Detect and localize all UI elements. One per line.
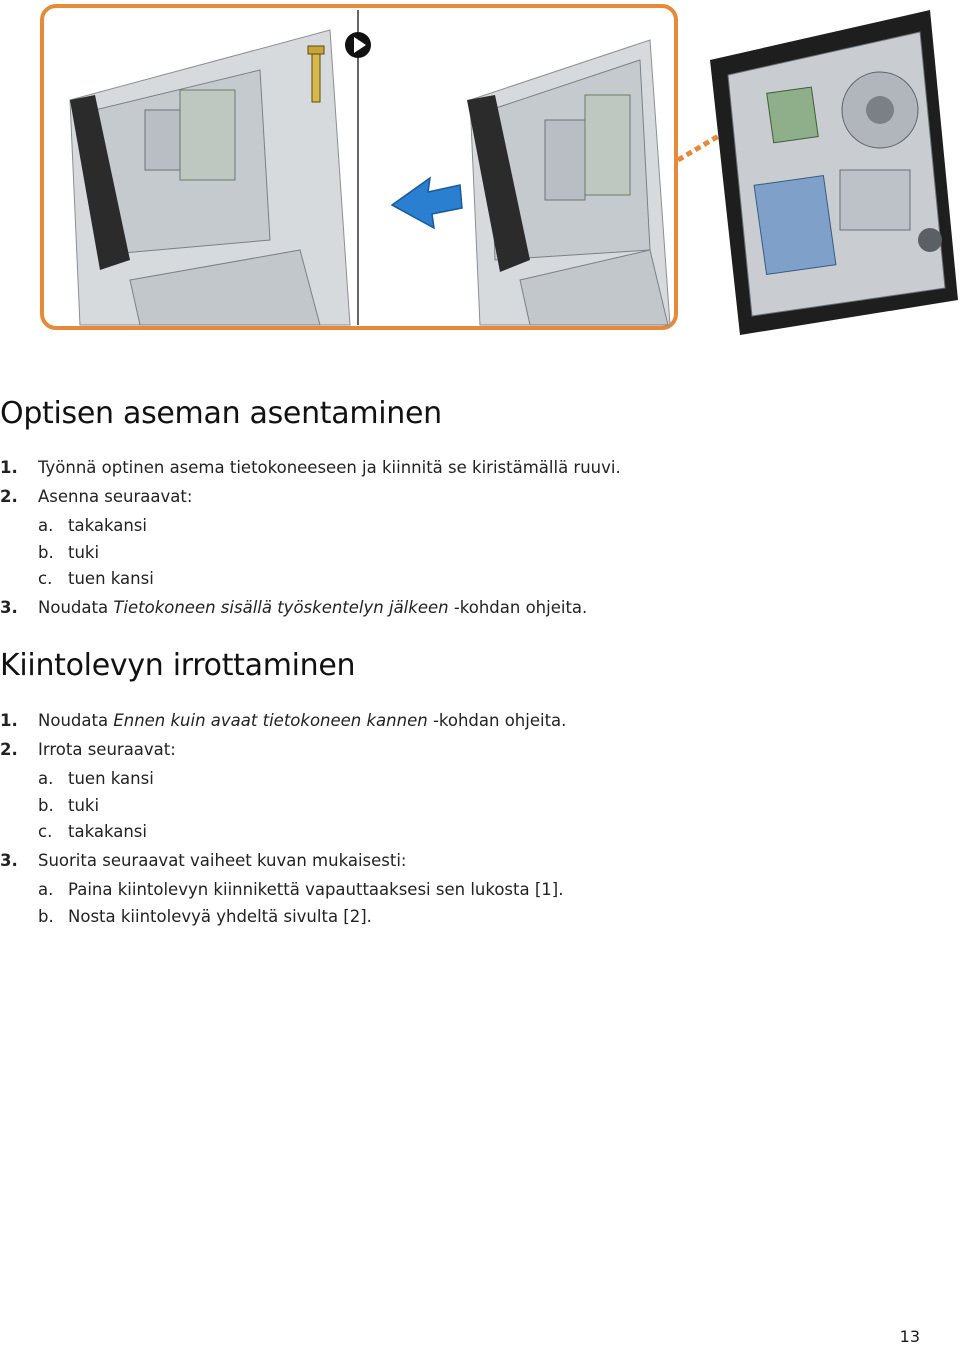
step-3: 3. Noudata Tietokoneen sisällä työskentelyn jälkeen -kohdan ohjeita. [0, 598, 588, 617]
section-title-install-optical: Optisen aseman asentaminen [0, 396, 442, 431]
computer-overview [710, 10, 958, 335]
step-2 [0, 487, 192, 507]
list-item: c. takakansi [38, 822, 147, 841]
cross-reference-link[interactable]: Ennen kuin avaat tietokoneen kannen [113, 711, 428, 730]
step-text: Suorita seuraavat vaiheet kuvan mukaisesti: [38, 851, 407, 870]
step-text: Työnnä optinen asema tietokoneeseen ja kiinnitä se kiristämällä ruuvi. [38, 458, 621, 477]
step-arrow-icon [345, 32, 371, 58]
step-number: 3. [0, 851, 18, 870]
list-item: b. tuki [38, 543, 100, 562]
cross-reference-link[interactable]: Tietokoneen sisällä työskentelyn jälkeen [113, 598, 449, 617]
list-item: c. tuen kansi [38, 569, 154, 588]
list-item: b. Nosta kiintolevyä yhdeltä sivulta [2]. [38, 907, 372, 926]
step-number: 1. [0, 711, 18, 730]
list-item: a. tuen kansi [38, 769, 154, 788]
page-number: 13 [899, 1327, 920, 1346]
step-2 [0, 740, 176, 760]
list-item: b. tuki [38, 796, 100, 815]
optical-drive-illustration [0, 0, 960, 340]
step-1: 1. Noudata Ennen kuin avaat tietokoneen kannen -kohdan ohjeita. [0, 711, 567, 730]
step-3 [0, 851, 407, 871]
step-number: 2. [0, 740, 18, 759]
step-text: Irrota seuraavat: [38, 740, 176, 759]
step-1 [0, 458, 621, 478]
step-number: 3. [0, 598, 18, 617]
list-item: a. Paina kiintolevyn kiinnikettä vapauttaaksesi sen lukosta [1]. [38, 880, 564, 899]
list-item: a. takakansi [38, 516, 147, 535]
section-title-remove-harddrive: Kiintolevyn irrottaminen [0, 648, 356, 683]
step-text: Asenna seuraavat: [38, 487, 193, 506]
step-number: 2. [0, 487, 18, 506]
step-number: 1. [0, 458, 18, 477]
